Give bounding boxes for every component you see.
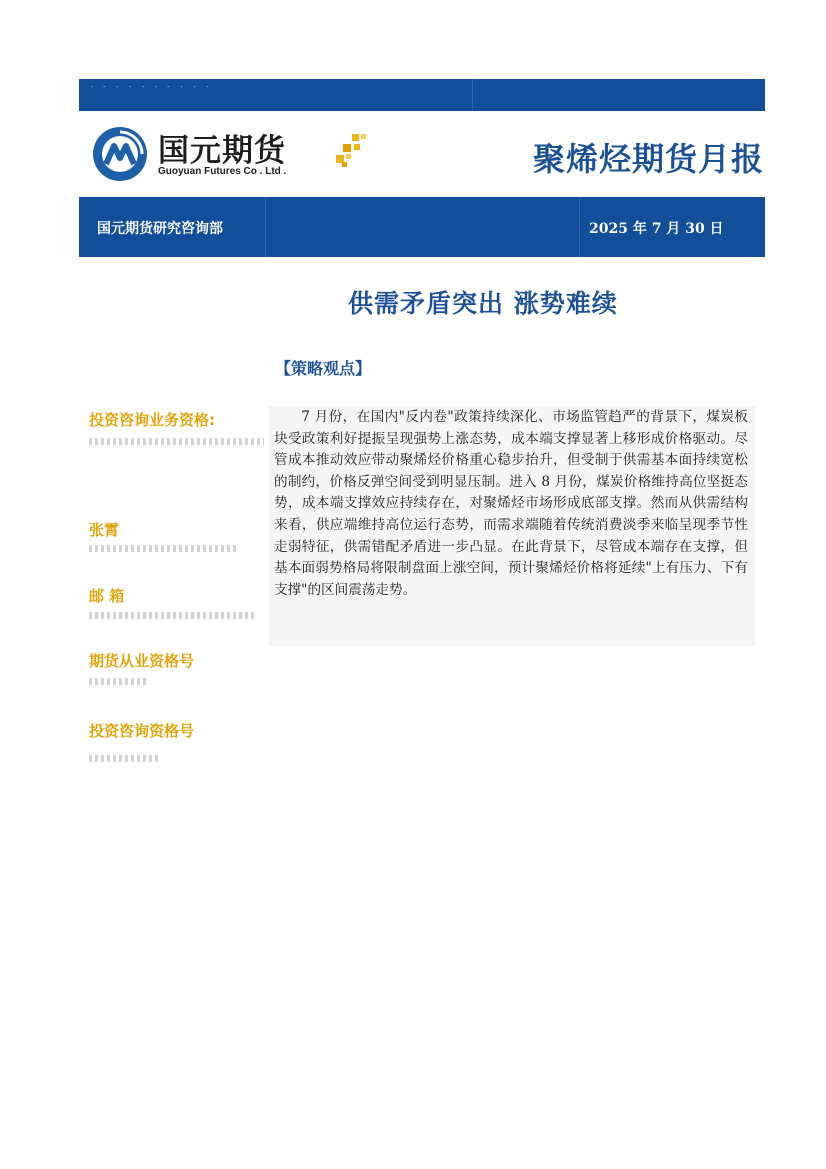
banner-divider <box>472 79 473 111</box>
redacted-text <box>89 545 239 552</box>
sidebar-label-qualification: 投资咨询业务资格: <box>89 411 215 429</box>
info-divider <box>579 197 580 257</box>
department-name: 国元期货研究咨询部 <box>97 221 223 237</box>
company-name-en: Guoyuan Futures Co . Ltd . <box>158 166 287 177</box>
report-date: 2025 年 7 月 30 日 <box>589 221 724 237</box>
decorative-dots: - - - - - - - - - - <box>89 82 211 92</box>
info-divider <box>265 197 266 257</box>
report-headline: 供需矛盾突出 涨势难续 <box>348 289 618 318</box>
info-bar <box>79 197 765 257</box>
sidebar-label-email: 邮 箱 <box>89 587 125 605</box>
section-heading: 【策略观点】 <box>275 359 372 378</box>
logo-squares-icon <box>332 132 372 172</box>
redacted-text <box>89 678 149 685</box>
strategy-body-text: 7 月份，在国内"反内卷"政策持续深化、市场监管趋严的背景下，煤炭板块受政策利好提振呈现强势上涨态势，成本端支撑显著上移形成价格驱动。尽管成本推动效应带动聚烯烃价格重心稳步抬升，但受制于供需基本面持续宽松的制约，价格反弹空间受到明显压制。进入 8 月份，煤炭价格维持高位坚挺态势，成本端支撑效应持续存在，对聚烯烃市场形成底部支撑。然而从供需结构来看，供应端维持高位运行态势，而需求端随着传统消费淡季来临呈现季节性走弱特征，供需错配矛盾进一步凸显。在此背景下，尽管成本端存在支撑，但基本面弱势格局将限制盘面上涨空间，预计聚烯烃价格将延续"上有压力、下有支撑"的区间震荡走势。 <box>274 409 748 598</box>
company-name-cn: 国元期货 <box>158 133 286 169</box>
report-title: 聚烯烃期货月报 <box>532 140 764 178</box>
sidebar-label-analyst: 张霄 <box>89 521 120 539</box>
redacted-text <box>89 612 254 619</box>
top-banner <box>79 79 765 111</box>
sidebar-label-advisory-license: 投资咨询资格号 <box>89 722 195 740</box>
redacted-text <box>89 755 159 762</box>
company-logo <box>92 122 382 186</box>
redacted-text <box>89 438 264 445</box>
sidebar-label-futures-license: 期货从业资格号 <box>89 652 195 670</box>
logo-emblem-icon <box>92 126 148 182</box>
